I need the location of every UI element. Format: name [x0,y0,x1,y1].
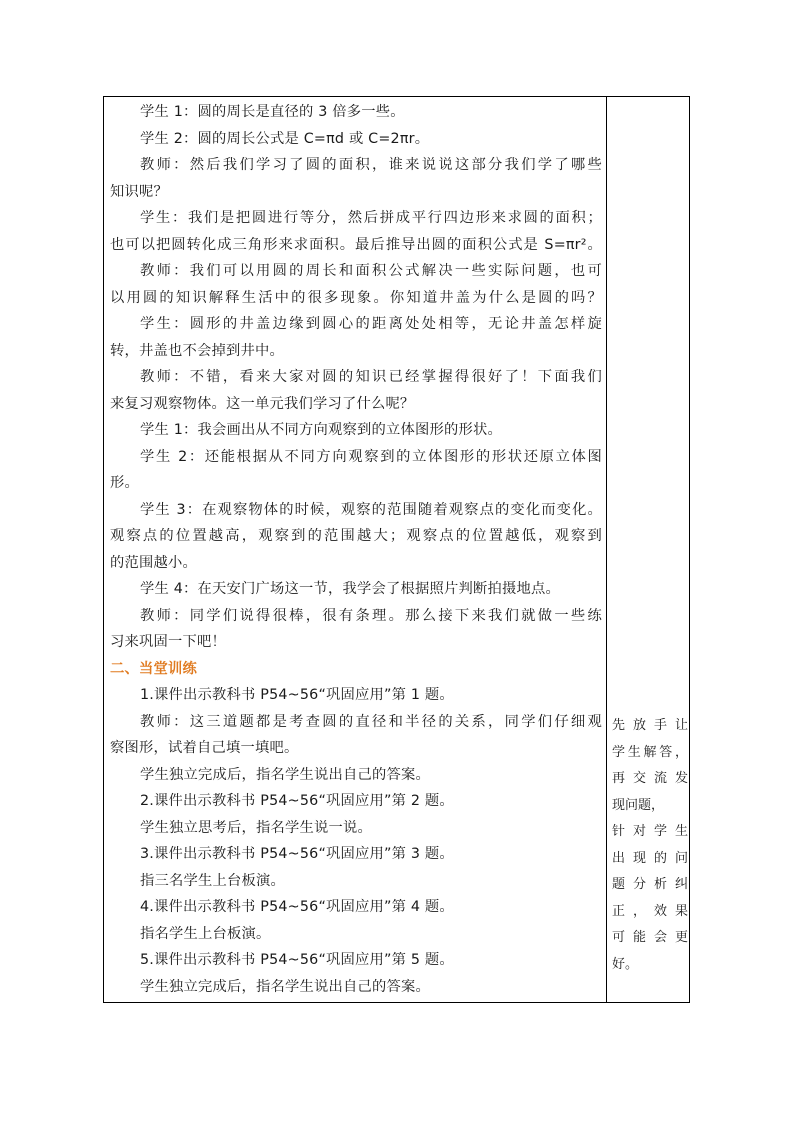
note-line: 先放手让 [612,718,688,733]
text-line: 形。 [110,475,139,491]
text-line: 教师：然后我们学习了圆的面积，谁来说说这部分我们学了哪些 [140,157,602,173]
design-note-column [612,713,688,978]
note-line: 正，效果 [612,903,688,919]
text-line: 1.课件出示教科书 P54~56“巩固应用”第 1 题。 [140,687,454,703]
text-line: 5.课件出示教科书 P54~56“巩固应用”第 5 题。 [140,952,454,968]
text-line: 教师：不错，看来大家对圆的知识已经掌握得很好了！下面我们 [140,369,602,385]
text-line: 学生：圆形的井盖边缘到圆心的距离处处相等，无论井盖怎样旋 [140,316,602,332]
text-line: 学生独立完成后，指名学生说出自己的答案。 [140,766,430,783]
text-line: 4.课件出示教科书 P54~56“巩固应用”第 4 题。 [140,899,454,915]
note-line: 出现的问 [612,850,688,866]
note-line: 再交流发 [612,771,688,786]
text-line: 察图形，试着自己填一填吧。 [110,740,299,756]
text-line: 观察点的位置越高，观察到的范围越大；观察点的位置越低，观察到 [110,528,602,544]
lesson-table [103,96,690,1003]
text-line: 知识呢？ [110,183,168,200]
text-line: 教师：同学们说得很棒，很有条理。那么接下来我们就做一些练 [140,607,602,624]
text-line: 学生 3：在观察物体的时候，观察的范围随着观察点的变化而变化。 [140,501,602,518]
note-line: 好。 [612,956,639,972]
text-line: 学生独立完成后，指名学生说出自己的答案。 [140,978,430,995]
note-line: 学生解答， [612,744,688,760]
text-line: 转，井盖也不会掉到井中。 [110,342,284,359]
text-line: 3.课件出示教科书 P54~56“巩固应用”第 3 题。 [140,846,454,862]
text-line: 教师：这三道题都是考查圆的直径和半径的关系，同学们仔细观 [140,713,602,730]
section-heading: 二、当堂训练 [110,660,197,677]
text-line: 学生 2：还能根据从不同方向观察到的立体图形的形状还原立体图 [140,448,602,465]
text-line: 以用圆的知识解释生活中的很多现象。你知道井盖为什么是圆的吗？ [110,289,602,306]
note-line: 可能会更 [612,930,688,945]
text-line: 学生独立思考后，指名学生说一说。 [140,819,372,836]
text-line: 学生 1：圆的周长是直径的 3 倍多一些。 [140,104,405,120]
column-divider [606,97,607,1002]
text-line: 学生 2：圆的周长公式是 C=πd 或 C=2πr。 [140,130,430,147]
note-line: 题分析纠 [612,877,688,892]
teaching-process-column [110,99,602,1000]
text-line: 2.课件出示教科书 P54~56“巩固应用”第 2 题。 [140,793,454,809]
note-line: 针对学生 [612,824,688,839]
text-line: 指三名学生上台板演。 [140,872,285,889]
text-line: 指名学生上台板演。 [140,925,271,942]
text-line: 学生 1：我会画出从不同方向观察到的立体图形的形状。 [140,422,502,438]
note-line: 现问题， [612,797,665,813]
text-line: 习来巩固一下吧！ [110,634,226,650]
text-line: 来复习观察物体。这一单元我们学习了什么呢？ [110,395,415,412]
text-line: 教师：我们可以用圆的周长和面积公式解决一些实际问题，也可 [140,263,602,279]
text-line: 的范围越小。 [110,554,197,571]
text-line: 学生 4：在天安门广场这一节，我学会了根据照片判断拍摄地点。 [140,581,560,597]
text-line: 也可以把圆转化成三角形来求面积。最后推导出圆的面积公式是 S=πr²。 [110,236,602,253]
text-line: 学生：我们是把圆进行等分，然后拼成平行四边形来求圆的面积； [140,210,602,226]
